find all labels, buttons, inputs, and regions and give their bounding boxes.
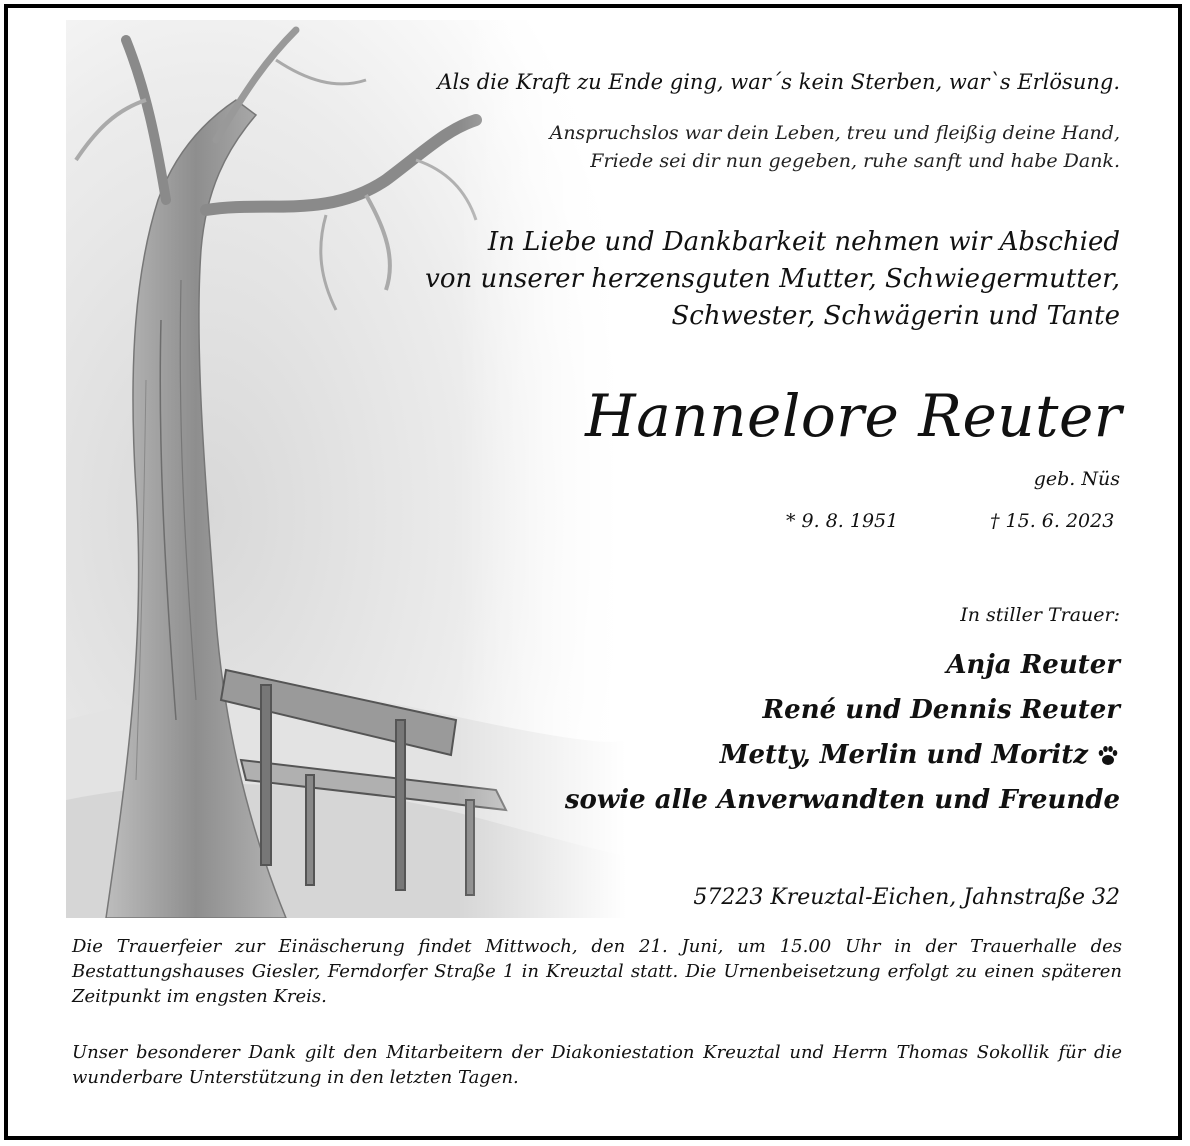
address: 57223 Kreuztal-Eichen, Jahnstraße 32 bbox=[693, 885, 1120, 910]
tree-and-bench-illustration bbox=[66, 20, 626, 918]
intro-line-2: von unserer herzensguten Mutter, Schwiegermutter, bbox=[425, 264, 1120, 294]
intro-line-1: In Liebe und Dankbarkeit nehmen wir Abschied bbox=[487, 227, 1120, 257]
verse-line-3: Friede sei dir nun gegeben, ruhe sanft und habe Dank. bbox=[590, 150, 1120, 172]
funeral-notice: Die Trauerfeier zur Einäscherung findet Mittwoch, den 21. Juni, um 15.00 Uhr in der Trauerhalle des Bestattungshauses Giesler, Ferndorfer Straße 1 in Kreuztal statt. Die Urnenbeisetzung erfolgt zu einen späteren Zeitpunkt im engsten Kreis. bbox=[72, 936, 1122, 1007]
mourners-label: In stiller Trauer: bbox=[960, 604, 1120, 626]
death-date: † 15. 6. 2023 bbox=[990, 510, 1115, 532]
mourner-line: Anja Reuter bbox=[946, 650, 1120, 680]
intro-line-3: Schwester, Schwägerin und Tante bbox=[671, 301, 1120, 331]
maiden-name: geb. Nüs bbox=[1033, 468, 1120, 490]
paw-print-icon bbox=[1096, 744, 1120, 768]
mourner-line: sowie alle Anverwandten und Freunde bbox=[564, 785, 1120, 815]
farewell-intro bbox=[425, 224, 1120, 335]
deceased-name: Hannelore Reuter bbox=[585, 382, 1122, 450]
verse-stanza bbox=[550, 119, 1120, 175]
birth-date: * 9. 8. 1951 bbox=[786, 510, 899, 532]
mourner-line: René und Dennis Reuter bbox=[762, 695, 1120, 725]
thanks-notice: Unser besonderer Dank gilt den Mitarbeitern der Diakoniestation Kreuztal und Herrn Thomas Sokollik für die wunderbare Unterstützung in den letzten Tagen. bbox=[72, 1042, 1122, 1088]
verse-line-2: Anspruchslos war dein Leben, treu und fleißig deine Hand, bbox=[549, 122, 1120, 144]
verse-line-1: Als die Kraft zu Ende ging, war´s kein Sterben, war`s Erlösung. bbox=[437, 70, 1120, 94]
mourners-list bbox=[565, 643, 1120, 823]
mourner-line: Metty, Merlin und Moritz bbox=[565, 733, 1120, 778]
